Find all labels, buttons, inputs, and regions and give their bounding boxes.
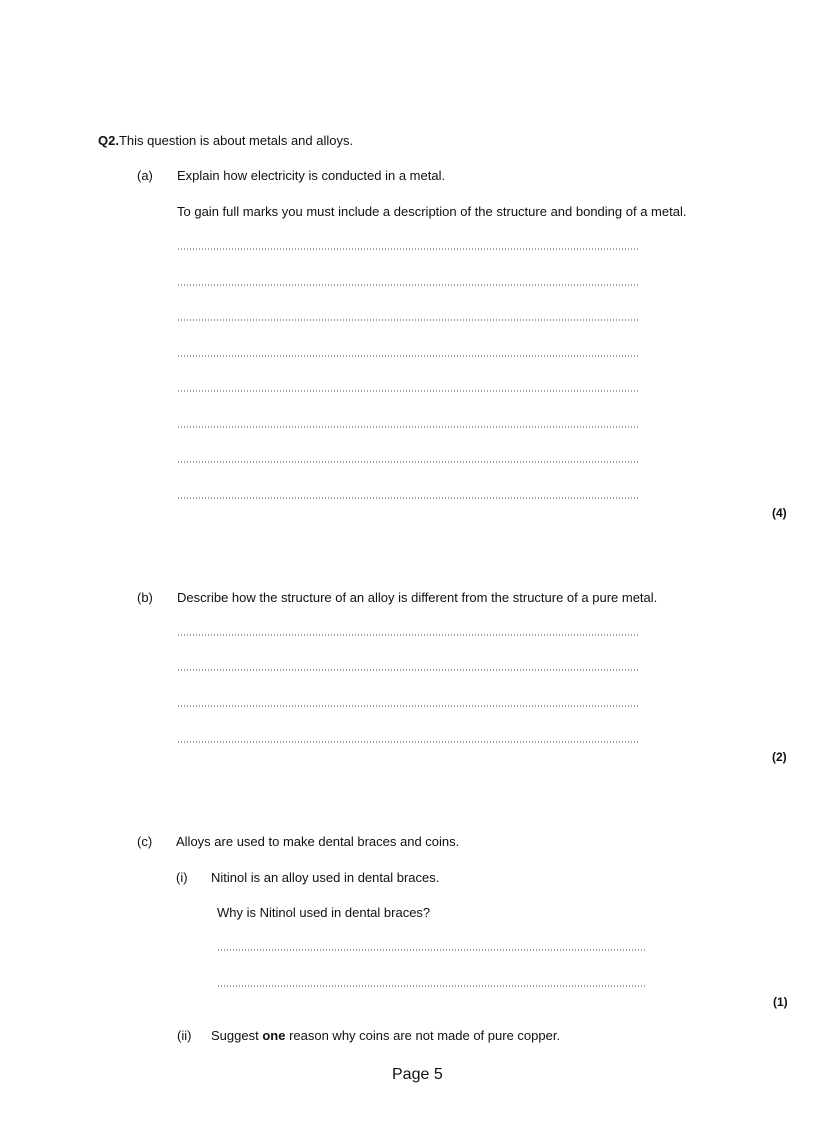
answer-line-c-i-2[interactable] <box>217 985 645 987</box>
part-c-question: Alloys are used to make dental braces and coins. <box>176 834 460 849</box>
part-c-ii-text-after: reason why coins are not made of pure copper. <box>285 1028 561 1043</box>
part-b-label: (b) <box>137 590 153 605</box>
part-c-i-text: Nitinol is an alloy used in dental braces. <box>211 870 440 885</box>
answer-line-b-3[interactable] <box>177 705 640 707</box>
answer-line-b-4[interactable] <box>177 741 640 743</box>
part-a-label: (a) <box>137 168 153 183</box>
answer-line-b-2[interactable] <box>177 669 640 671</box>
part-a-marks: (4) <box>772 506 787 520</box>
part-b-question: Describe how the structure of an alloy is different from the structure of a pure metal. <box>177 590 658 605</box>
part-b-marks: (2) <box>772 750 787 764</box>
answer-line-a-4[interactable] <box>177 355 640 357</box>
part-c-ii-text-before: Suggest <box>211 1028 263 1043</box>
part-c-label: (c) <box>137 834 153 849</box>
page-number: Page 5 <box>392 1066 443 1083</box>
answer-line-a-7[interactable] <box>177 461 640 463</box>
part-c-ii-question <box>211 1028 560 1044</box>
part-a-instruction: To gain full marks you must include a description of the structure and bonding of a metal. <box>177 204 687 219</box>
question-intro: This question is about metals and alloys. <box>118 133 354 148</box>
answer-line-a-8[interactable] <box>177 497 640 499</box>
answer-line-a-6[interactable] <box>177 426 640 428</box>
question-number: Q2. <box>98 133 119 148</box>
answer-line-b-1[interactable] <box>177 634 640 636</box>
question-header <box>98 133 353 149</box>
answer-line-a-2[interactable] <box>177 284 640 286</box>
part-c-i-label: (i) <box>176 870 188 885</box>
part-c-i-question: Why is Nitinol used in dental braces? <box>217 905 431 920</box>
part-c-i-marks: (1) <box>773 995 788 1009</box>
answer-line-c-i-1[interactable] <box>217 949 645 951</box>
answer-line-a-5[interactable] <box>177 390 640 392</box>
part-a-question: Explain how electricity is conducted in a metal. <box>177 168 446 183</box>
part-c-ii-emphasis: one <box>262 1028 286 1043</box>
part-c-ii-label: (ii) <box>177 1028 192 1043</box>
answer-line-a-1[interactable] <box>177 248 640 250</box>
answer-line-a-3[interactable] <box>177 319 640 321</box>
